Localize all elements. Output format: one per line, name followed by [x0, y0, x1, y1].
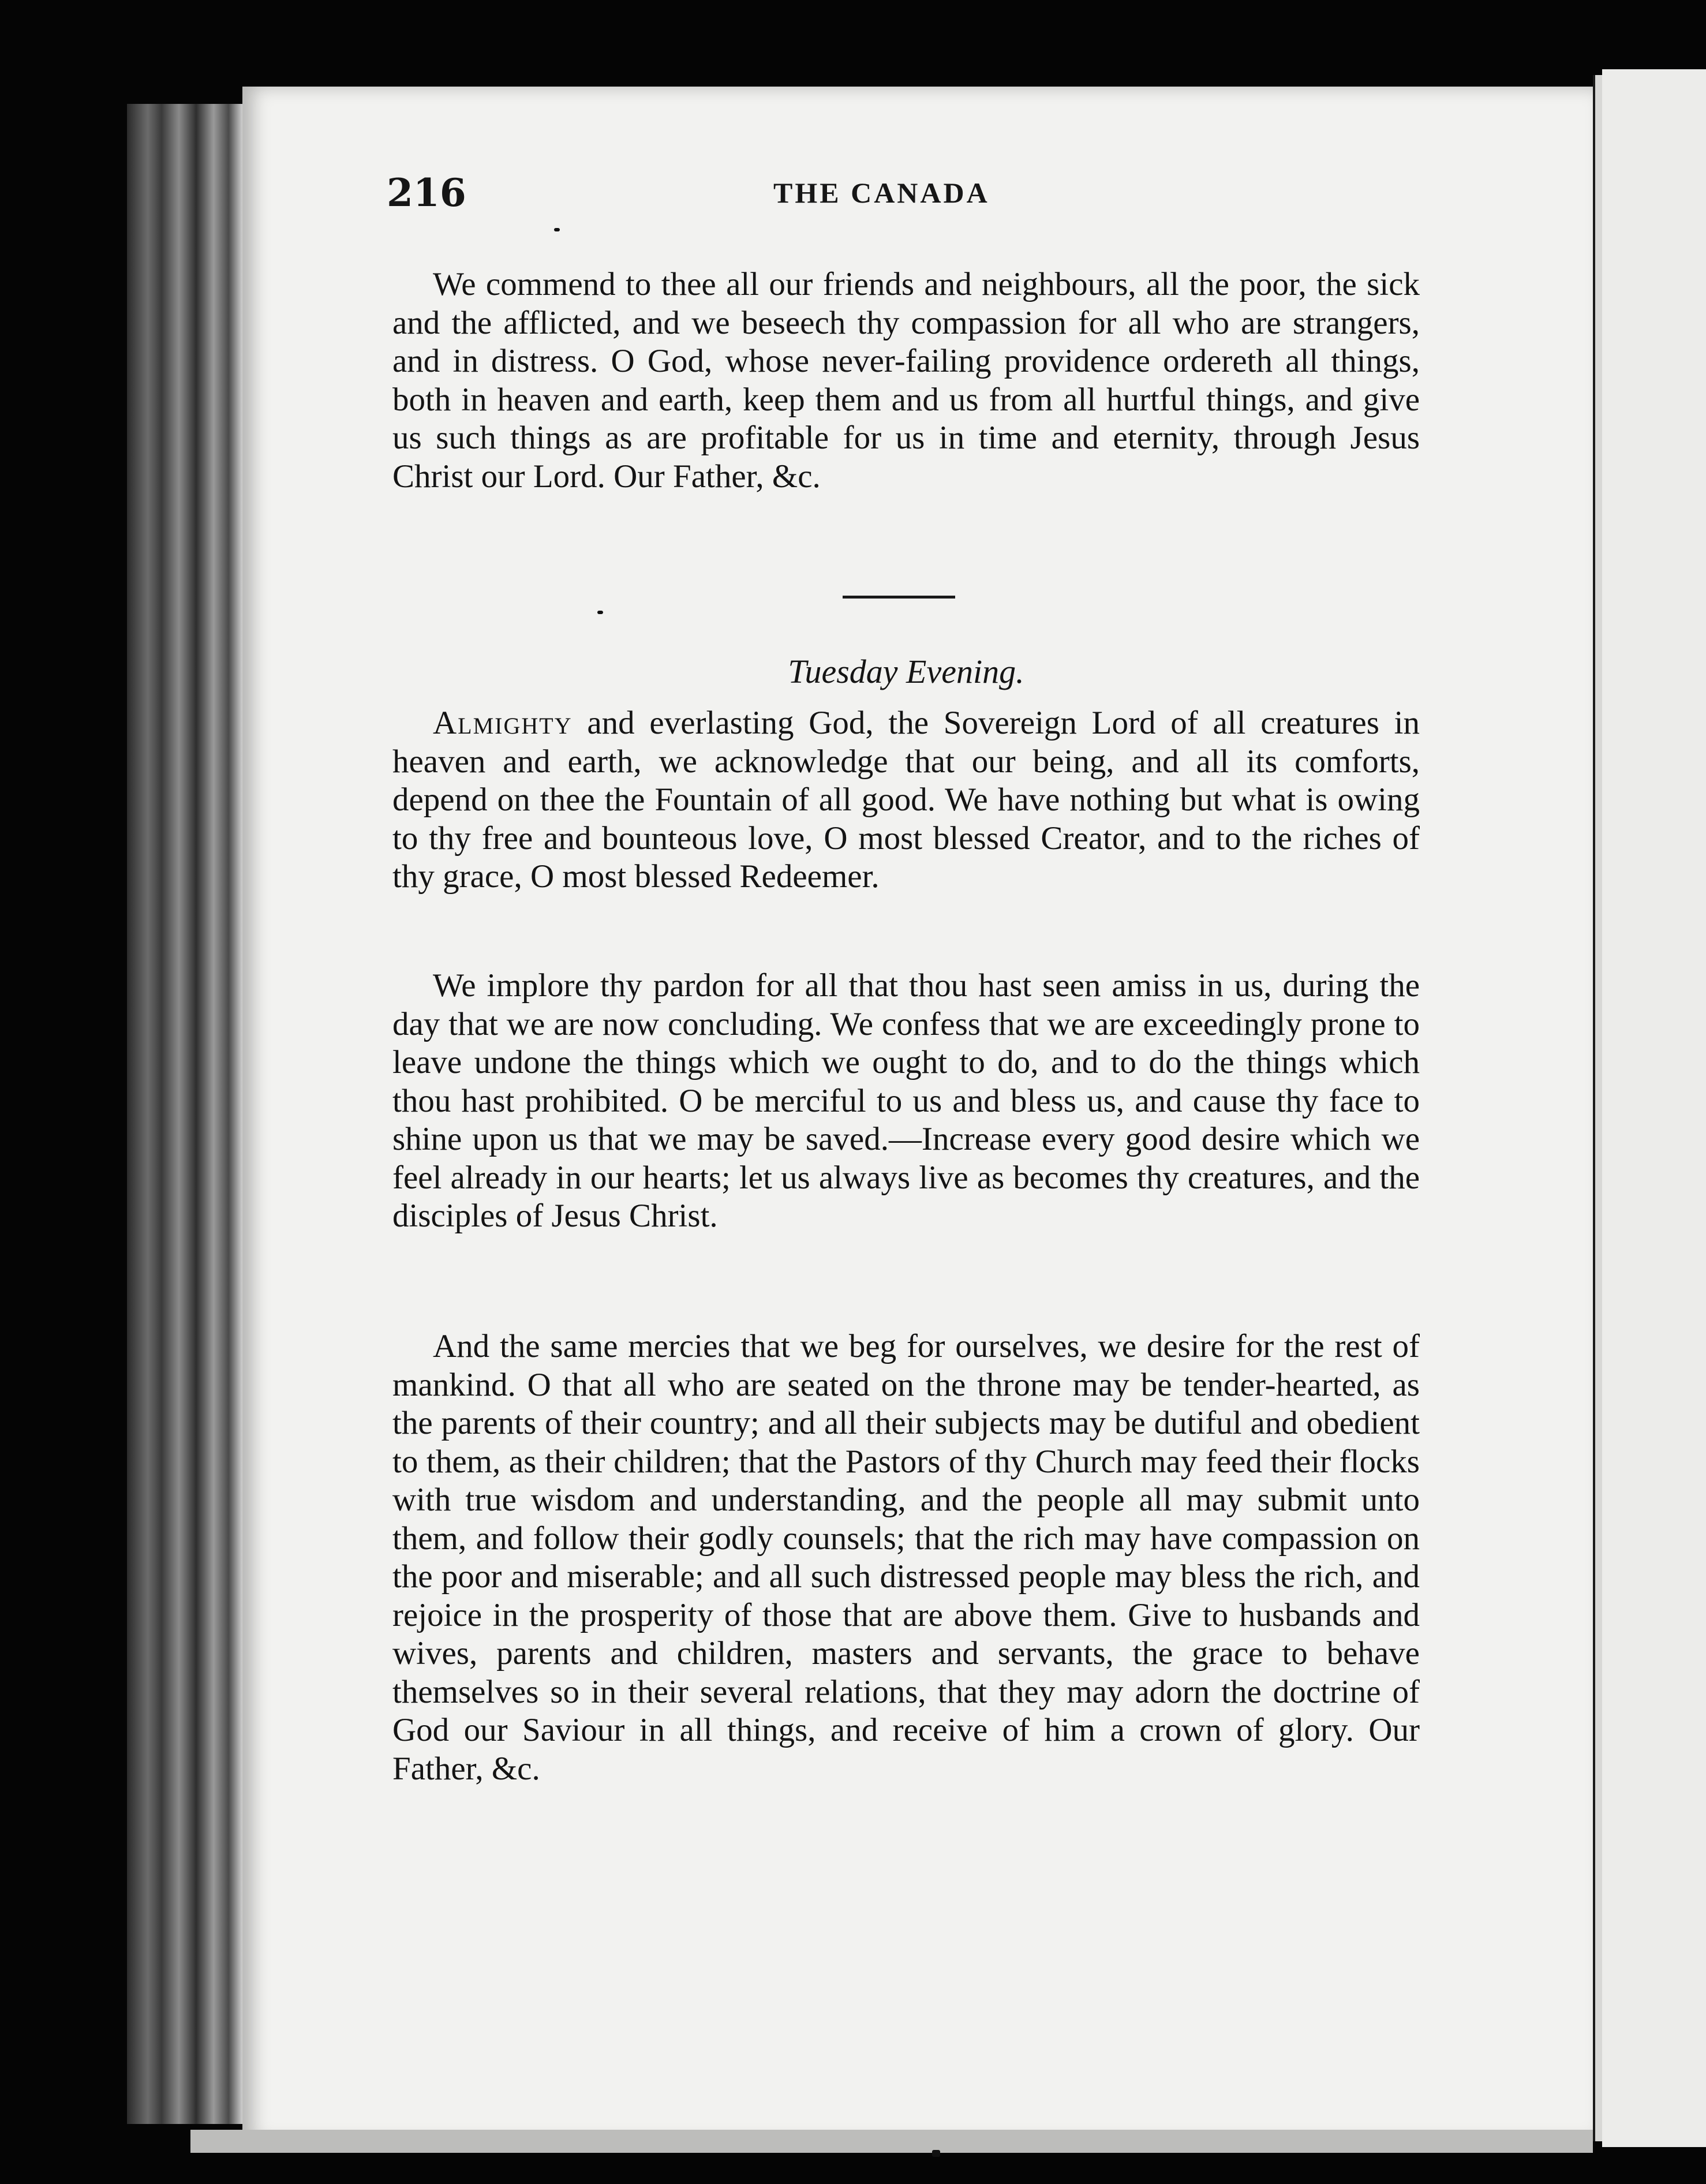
- book-binding: [127, 104, 242, 2124]
- page-bottom-edge: [190, 2130, 1593, 2153]
- ink-speck: [554, 228, 560, 231]
- paragraph-invocation: [392, 704, 1420, 896]
- paragraph-invocation-text: and everlasting God, the Sovereign Lord of all creatures in heaven and earth, we acknowledge that our being, and all its comforts, depend on thee the Fountain of all good. We have nothing but what is owing to thy free and bounteous love, O most blessed Creator, and to the riches of thy grace, O most blessed Redeemer.: [392, 705, 1420, 895]
- page-header: [387, 170, 1495, 228]
- paragraph-commendation: We commend to thee all our friends and neighbours, all the poor, the sick and the afflicted, and we beseech thy compassion for all who are strangers, and in distress. O God, whose never-failing providence ordereth all things, both in heaven and earth, keep them and us from all hurtful things, and give us such things as are profitable for us in time and eternity, through Jesus Christ our Lord. Our Father, &c.: [392, 266, 1420, 495]
- lead-word: Almighty: [433, 705, 573, 741]
- facing-page: [1602, 69, 1706, 2147]
- section-divider: [843, 596, 955, 599]
- page-number: 216: [387, 170, 466, 215]
- ink-speck: [597, 611, 603, 614]
- paragraph-confession: We implore thy pardon for all that thou hast seen amiss in us, during the day that we are now concluding. We confess that we are exceedingly prone to leave undone the things which we ought to do, and to do the things which thou hast prohibited. O be merciful to us and bless us, and cause thy face to shine upon us that we may be saved.—Increase every good desire which we feel already in our hearts; let us always live as becomes thy creatures, and the disciples of Jesus Christ.: [392, 967, 1420, 1234]
- section-heading: Tuesday Evening.: [788, 653, 1024, 690]
- ink-speck: [932, 2150, 940, 2157]
- paragraph-intercession: And the same mercies that we beg for ourselves, we desire for the rest of mankind. O that all who are seated on the throne may be tender-hearted, as the parents of their country; and all their subjects may be dutiful and obedient to them, as their children; that the Pastors of thy Church may feed their flocks with true wisdom and understanding, and the people all may submit unto them, and follow their godly counsels; that the rich may have compassion on the poor and miserable; and all such distressed people may bless the rich, and rejoice in the prosperity of those that are above them. Give to husbands and wives, parents and children, masters and servants, the grace to behave themselves so in their several relations, that they may adorn the doctrine of God our Saviour in all things, and receive of him a crown of glory. Our Father, &c.: [392, 1328, 1420, 1787]
- running-head: THE CANADA: [773, 177, 990, 209]
